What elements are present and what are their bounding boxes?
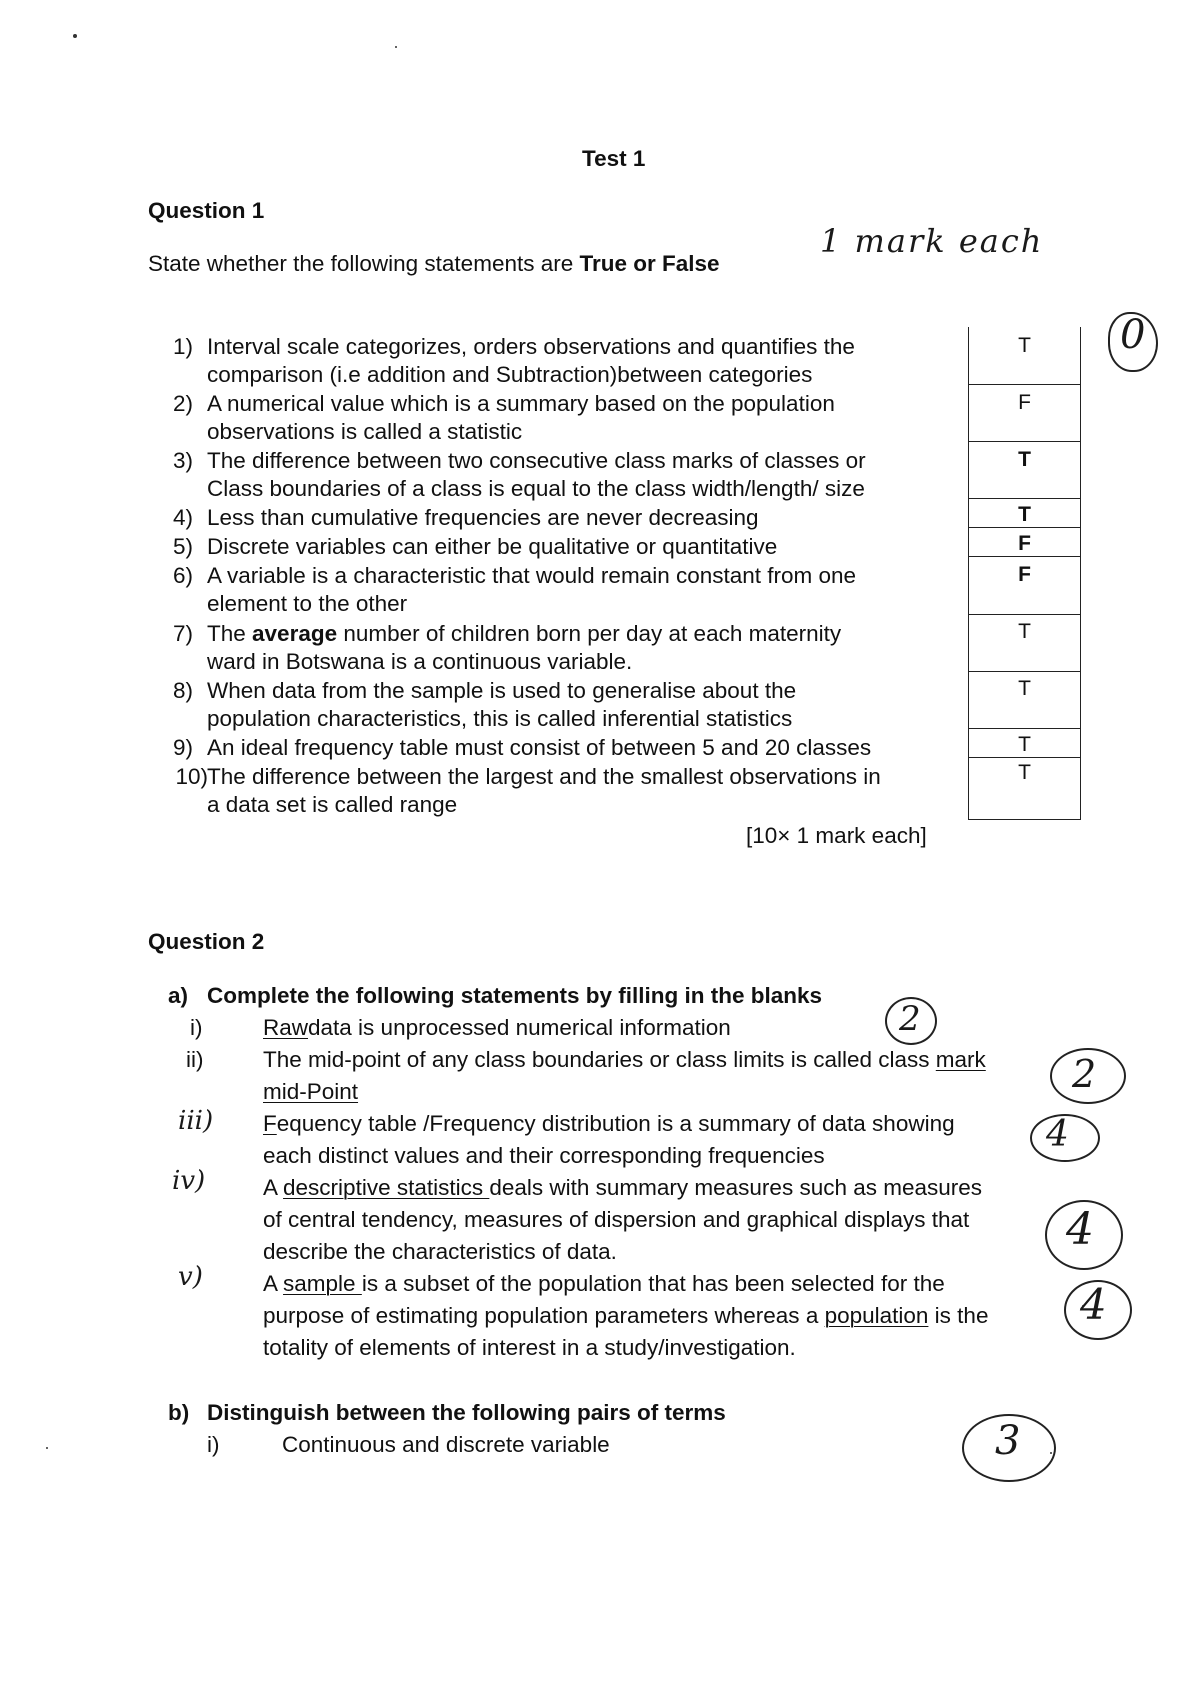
q1-item-text: ward in Botswana is a continuous variable. — [207, 649, 633, 674]
answer-row-divider — [969, 728, 1080, 729]
answer-table — [968, 327, 1081, 820]
q1-item-text-part: number of children born per day at each maternity — [337, 621, 842, 646]
scan-speck — [395, 46, 397, 48]
q1-item-text: The difference between two consecutive class marks of classes or — [207, 448, 866, 473]
a-item-text-part: equency table /Frequency distribution is a summary of data showing — [276, 1111, 955, 1136]
answer-row-divider — [969, 556, 1080, 557]
q1-item-number: 5) — [172, 534, 193, 559]
handwritten-score: 2 — [899, 999, 921, 1039]
a-item-text-part: A — [263, 1271, 284, 1296]
instruction-text: State whether the following statements are — [148, 251, 580, 276]
part-a-heading: Complete the following statements by filling in the blanks — [207, 983, 823, 1008]
q1-item-number: 8) — [172, 678, 193, 703]
q1-item-number: 9) — [172, 735, 193, 760]
a-item-number: v) — [178, 1262, 203, 1292]
a-item-text-part: is a subset of the population that has been selected for the — [361, 1271, 945, 1296]
a-item-text-part: deals with summary measures such as measures — [489, 1175, 983, 1200]
answer-row-divider — [969, 757, 1080, 758]
a-item-text — [263, 1271, 945, 1297]
q1-item-number: 1) — [172, 334, 193, 359]
part-b-heading: Distinguish between the following pairs of terms — [207, 1400, 726, 1425]
q1-item-text: population characteristics, this is called inferential statistics — [207, 706, 793, 731]
a-item-number: i) — [190, 1015, 203, 1040]
q1-item-text: a data set is called range — [207, 792, 458, 817]
a-item-text: totality of elements of interest in a study/investigation. — [263, 1335, 796, 1360]
answer-cell: F — [1018, 532, 1031, 555]
q1-item-text — [207, 621, 841, 647]
filled-blank: mid-Point — [263, 1079, 359, 1104]
answer-cell: T — [1018, 448, 1031, 471]
part-a-label: a) — [168, 983, 189, 1008]
q1-item-text-bold: average — [252, 621, 338, 646]
question-1-heading: Question 1 — [148, 198, 265, 223]
answer-row-divider — [969, 441, 1080, 442]
answer-cell: T — [1018, 733, 1031, 756]
handwritten-score: 3 — [995, 1418, 1021, 1464]
scan-speck — [73, 34, 77, 38]
a-item-text — [263, 1015, 731, 1041]
a-item-text-part: A — [263, 1175, 284, 1200]
q1-item-text: The difference between the largest and the smallest observations in — [207, 764, 881, 789]
a-item-text: describe the characteristics of data. — [263, 1239, 617, 1264]
q1-item-text: comparison (i.e addition and Subtraction)between categories — [207, 362, 813, 387]
q1-item-text: element to the other — [207, 591, 408, 616]
a-item-number: iii) — [178, 1106, 214, 1136]
part-b-label: b) — [168, 1400, 190, 1425]
a-item-text — [263, 1303, 988, 1329]
answer-cell: T — [1018, 761, 1031, 784]
handwritten-mark-note: 1 mark each — [820, 222, 1044, 260]
q1-item-number: 3) — [172, 448, 193, 473]
filled-blank: Raw — [263, 1015, 309, 1040]
q1-item-text: A variable is a characteristic that would remain constant from one — [207, 563, 857, 588]
a-item-text — [263, 1175, 982, 1201]
a-item-text — [263, 1111, 955, 1137]
answer-row-divider — [969, 614, 1080, 615]
handwritten-score: 4 — [1066, 1204, 1094, 1255]
q1-item-number: 7) — [172, 621, 193, 646]
q1-item-number: 2) — [172, 391, 193, 416]
handwritten-score: 4 — [1080, 1280, 1107, 1329]
q1-item-text: An ideal frequency table must consist of between 5 and 20 classes — [207, 735, 872, 760]
filled-blank: mark — [935, 1047, 986, 1072]
filled-blank: F — [263, 1111, 277, 1136]
a-item-number: ii) — [186, 1047, 204, 1072]
page-title: Test 1 — [582, 146, 646, 171]
q1-item-text: observations is called a statistic — [207, 419, 523, 444]
q1-item-text: When data from the sample is used to generalise about the — [207, 678, 797, 703]
answer-cell: T — [1018, 334, 1031, 357]
q1-item-text: Class boundaries of a class is equal to the class width/length/ size — [207, 476, 865, 501]
q1-item-number: 4) — [172, 505, 193, 530]
handwritten-score: 4 — [1046, 1114, 1069, 1155]
a-item-text — [263, 1047, 986, 1073]
answer-row-divider — [969, 498, 1080, 499]
answer-cell: F — [1018, 563, 1031, 586]
a-item-text-part: purpose of estimating population parameters whereas a — [263, 1303, 825, 1328]
marks-note: [10× 1 mark each] — [746, 823, 927, 848]
filled-blank: descriptive statistics — [283, 1175, 490, 1200]
b-item-number: i) — [207, 1432, 220, 1457]
q1-item-text: Less than cumulative frequencies are never decreasing — [207, 505, 759, 530]
answer-row-divider — [969, 671, 1080, 672]
answer-row-divider — [969, 384, 1080, 385]
q1-item-text-part: The — [207, 621, 253, 646]
a-item-text: each distinct values and their corresponding frequencies — [263, 1143, 825, 1168]
a-item-text: of central tendency, measures of dispersion and graphical displays that — [263, 1207, 970, 1232]
filled-blank: sample — [283, 1271, 362, 1296]
answer-cell: T — [1018, 620, 1031, 643]
answer-cell: T — [1018, 503, 1031, 526]
q1-item-text: Discrete variables can either be qualitative or quantitative — [207, 534, 778, 559]
handwritten-score: 0 — [1120, 312, 1146, 358]
q1-item-text: A numerical value which is a summary based on the population — [207, 391, 835, 416]
answer-cell: T — [1018, 677, 1031, 700]
q1-item-number: 10) — [175, 764, 208, 789]
answer-row-divider — [969, 527, 1080, 528]
scan-speck — [46, 1447, 48, 1449]
a-item-text-part: is the — [928, 1303, 989, 1328]
question-1-instruction — [148, 251, 720, 277]
answer-cell: F — [1018, 391, 1031, 414]
b-item-text: Continuous and discrete variable — [282, 1432, 610, 1457]
a-item-text-part: data is unprocessed numerical information — [308, 1015, 731, 1040]
a-item-number: iv) — [172, 1166, 206, 1196]
handwritten-score: 2 — [1072, 1052, 1097, 1096]
question-2-heading: Question 2 — [148, 929, 265, 954]
q1-item-number: 6) — [172, 563, 193, 588]
instruction-bold: True or False — [579, 251, 720, 276]
filled-blank: population — [824, 1303, 929, 1328]
a-item-text-part: The mid-point of any class boundaries or class limits is called class — [263, 1047, 936, 1072]
q1-item-text: Interval scale categorizes, orders observations and quantifies the — [207, 334, 855, 359]
